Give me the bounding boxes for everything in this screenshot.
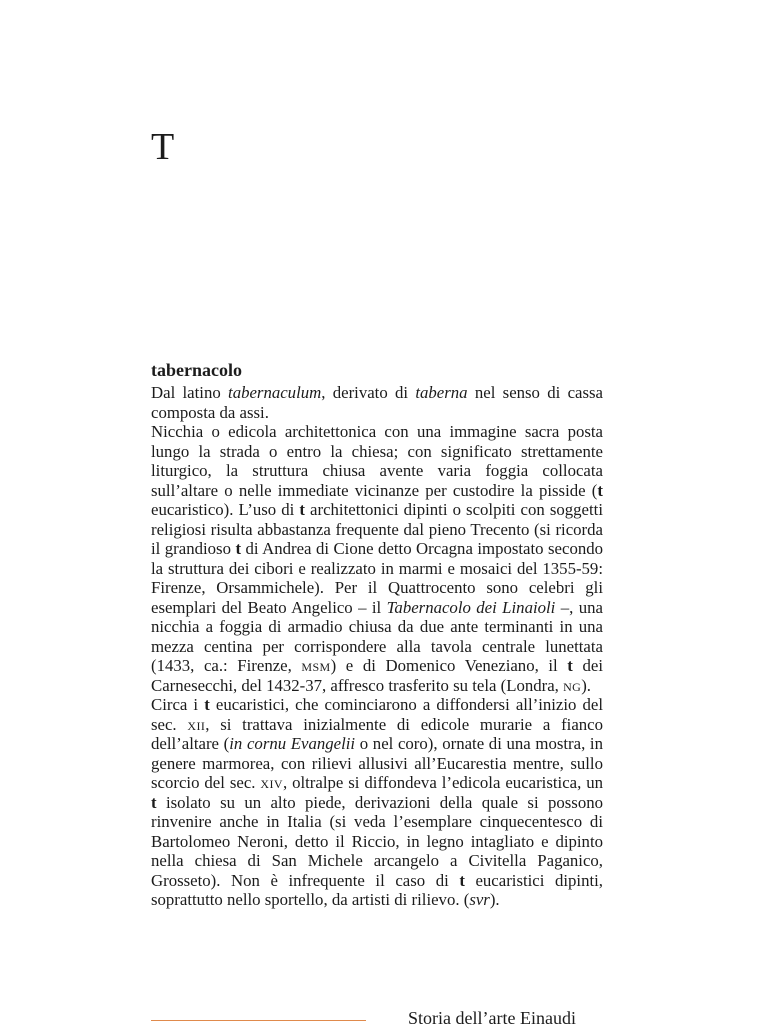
text-run: architettonici dipinti o scolpiti con soggetti religiosi risulta abbastanza frequente dal pieno Trecento (si ricorda il grandioso	[151, 500, 603, 558]
text-run: dei Carnesecchi, del 1432-37, affresco trasferito su tela (Londra,	[151, 656, 603, 695]
dictionary-entry	[151, 357, 603, 910]
smallcaps-abbrev: ng	[563, 675, 582, 695]
text-run: ) e di Domenico Veneziano, il	[330, 656, 568, 675]
author-initials: svr	[469, 890, 490, 909]
text-run: Nicchia o edicola architettonica con una immagine sacra posta lungo la strada o entro la chiesa; con significato strettamente liturgico, la struttura chiusa avente varia foggia collocata sull’altare o nelle immediate vicinanze per custodire la pisside (	[151, 422, 603, 500]
smallcaps-abbrev: msm	[301, 656, 331, 675]
text-run: ).	[489, 890, 500, 909]
text-run: o nel coro), ornate di una mostra, in genere marmorea, con rilievi allusivi all’Eucarestia mentre, sullo scorcio del sec.	[151, 734, 603, 792]
italic-title: Tabernacolo dei Linaioli	[386, 597, 556, 617]
entry-title: tabernacolo	[151, 360, 242, 380]
text-run: –, una nicchia a foggia di armadio chiusa da due ante terminanti in una mezza centina per corrispondere alla tavola centrale lunettata (1433, ca.: Firenze,	[151, 597, 603, 675]
abbrev-term: t	[567, 656, 573, 675]
text-run: ).	[581, 675, 592, 695]
italic-term: taberna	[415, 383, 468, 402]
text-run: di Andrea di Cione detto Orcagna impostato secondo la struttura dei cibori e realizzato in marmi e mosaici del 1355-59: Firenze, Orsammichele). Per il Quattrocento sono celebri gli esemplari del Beato Angelico – il	[151, 539, 604, 617]
etymology-paragraph	[151, 383, 603, 422]
text-run: , oltralpe si diffondeva l’edicola eucaristica, un	[282, 773, 604, 792]
abbrev-term: t	[151, 792, 157, 812]
entry-body	[151, 383, 603, 910]
italic-term: tabernaculum	[228, 383, 322, 402]
eucharistic-paragraph	[151, 695, 603, 910]
footer-publication-title: Storia dell’arte Einaudi	[408, 1008, 576, 1028]
text-run: , si trattava inizialmente di edicole murarie a fianco dell’altare (	[151, 714, 603, 753]
text-run: eucaristici dipinti, soprattutto nello sportello, da artisti di rilievo. (	[151, 870, 603, 909]
footer-rule	[151, 1020, 366, 1021]
smallcaps-century: xiv	[260, 773, 283, 792]
abbrev-term: t	[299, 500, 305, 519]
text-run: isolato su un alto piede, derivazioni della quale si possono rinvenire anche in Italia (si veda l’esemplare cinquecentesco di Bartolomeo Neroni, detto il Riccio, in legno intagliato e dipinto nella chiesa di San Michele arcangelo a Civitella Paganico, Grosseto). Non è infrequente il caso di	[151, 792, 603, 890]
abbrev-term: t	[235, 539, 242, 558]
abbrev-term: t	[597, 480, 603, 500]
abbrev-term: t	[204, 695, 210, 714]
text-run: nel senso di cassa composta da assi.	[151, 383, 603, 422]
text-run: Circa i	[151, 695, 205, 714]
text-run: eucaristico). L’uso di	[151, 500, 300, 519]
text-run: Dal latino	[151, 383, 229, 402]
section-letter: T	[151, 126, 175, 168]
text-run: , derivato di	[321, 383, 416, 402]
italic-term: in cornu Evangelii	[229, 734, 356, 753]
smallcaps-century: xii	[187, 714, 206, 734]
definition-paragraph	[151, 422, 603, 695]
text-run: eucaristici, che cominciarono a diffondersi all’inizio del sec.	[151, 695, 604, 734]
abbrev-term: t	[459, 870, 465, 890]
